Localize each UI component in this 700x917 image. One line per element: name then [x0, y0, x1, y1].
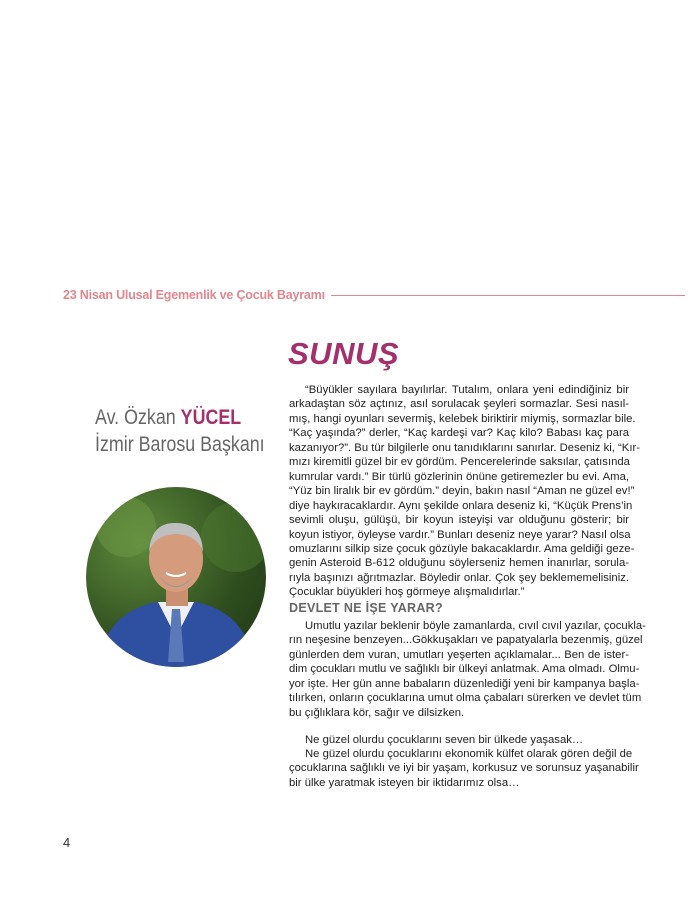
text-line: mış, hangi oyunları severmiş, kelebek biriktirir miymiş, sormazlar bile. — [289, 412, 636, 425]
section-title: 23 Nisan Ulusal Egemenlik ve Çocuk Bayramı — [63, 288, 325, 302]
text-line: Çocuklar büyükleri hoş görmeye alışmalıdırlar.” — [289, 586, 525, 599]
text-line: sevimli oluşu, gülüşü, bir koyun isteyişi var olduğunu gösterir; bir — [289, 514, 629, 527]
paragraph-2 — [289, 619, 646, 720]
text-line: Umutlu yazılar beklenir böyle zamanlarda, cıvıl cıvıl yazılar, çocukla- — [305, 620, 646, 632]
paragraph-1 — [289, 383, 640, 600]
text-line: rın neşesine benzeyen...Gökkuşakları ve papatyalarla bezenmiş, güzel — [289, 634, 643, 647]
author-surname: YÜCEL — [180, 406, 242, 429]
text-line: bu çığlıklara kör, sağır ve dilsizken. — [289, 706, 465, 719]
text-line: omuzlarını silkip size çocuk gözüyle bakacaklardır. Ama geldiği geze- — [289, 542, 635, 555]
text-line: mızı kiremitli güzel bir ev gördüm. Pencerelerinde saksılar, çatısında — [289, 456, 630, 469]
text-line: arkadaştan söz açtınız, asıl sorulacak şeyleri sormazlar. Sesi nasıl- — [289, 398, 629, 411]
text-line: “Yüz bin liralık bir ev gördüm.” deyin, bakın nasıl “Aman ne güzel ev!” — [289, 485, 635, 498]
text-line: çocuklarına sağlıklı ve iyi bir yaşam, korkusuz ve sorunsuz yaşanabilir — [289, 762, 639, 775]
section-header — [63, 288, 685, 302]
paragraph-4 — [289, 747, 639, 790]
text-line: Ne güzel olurdu çocuklarını seven bir ülkede yaşasak… — [305, 734, 584, 746]
text-line: Ne güzel olurdu çocuklarını ekonomik külfet olarak gören değil de — [305, 748, 633, 760]
author-prefix: Av. Özkan — [95, 406, 176, 429]
author-block — [95, 404, 265, 458]
text-line: rıyla başınızı ağrıtmazlar. Böyledir onlar. Çok şey beklememelisiniz. — [289, 571, 629, 584]
text-line: genin Asteroid B-612 olduğunu söylerseniz hemen inanırlar, sorula- — [289, 557, 629, 570]
page-number: 4 — [63, 835, 71, 850]
text-line: günlerden dem vuran, umutları yeşerten açıklamalar... Ben de ister- — [289, 648, 629, 661]
text-line: yor işte. Her gün anne babaların düzenlediği yeni bir kampanya başla- — [289, 677, 640, 690]
text-line: tılırken, onların çocuklarına umut olma çabaları sürerken ve devlet tüm — [289, 692, 642, 705]
subheading: DEVLET NE İŞE YARAR? — [289, 601, 443, 615]
text-line: “Büyükler sayılara bayılırlar. Tutalım, onlara yeni edindiğiniz bir — [305, 384, 629, 396]
text-line: koyun istiyor, öyleyse vardır.” Bunları deseniz neye yarar? Nasıl olsa — [289, 528, 631, 541]
text-line: dim çocukları mutlu ve sağlıklı bir ülkeyi anlatmak. Ama olmadı. Olmu- — [289, 663, 640, 676]
paragraph-3 — [289, 733, 629, 747]
text-line: kumrular vardı.” Bir türlü gözlerinin önüne getiremezler bu evi. Ama, — [289, 470, 629, 483]
article-title: SUNUŞ — [288, 336, 400, 371]
author-role: İzmir Barosu Başkanı — [95, 433, 265, 456]
text-line: bir ülke yaratmak isteyen bir iktidarımız olsa… — [289, 776, 520, 789]
text-line: “Kaç yaşında?” derler, “Kaç kardeşi var? Kaç kilo? Babası kaç para — [289, 427, 629, 440]
text-line: diye haykıracaklardır. Aynı şekilde onlara deseniz ki, “Küçük Prens’in — [289, 499, 633, 512]
author-photo — [86, 487, 266, 667]
header-rule — [331, 295, 685, 296]
text-line: kazanıyor?”. Bu tür bilgilerle onu tanıdıklarını sanırlar. Deseniz ki, “Kır- — [289, 441, 640, 454]
